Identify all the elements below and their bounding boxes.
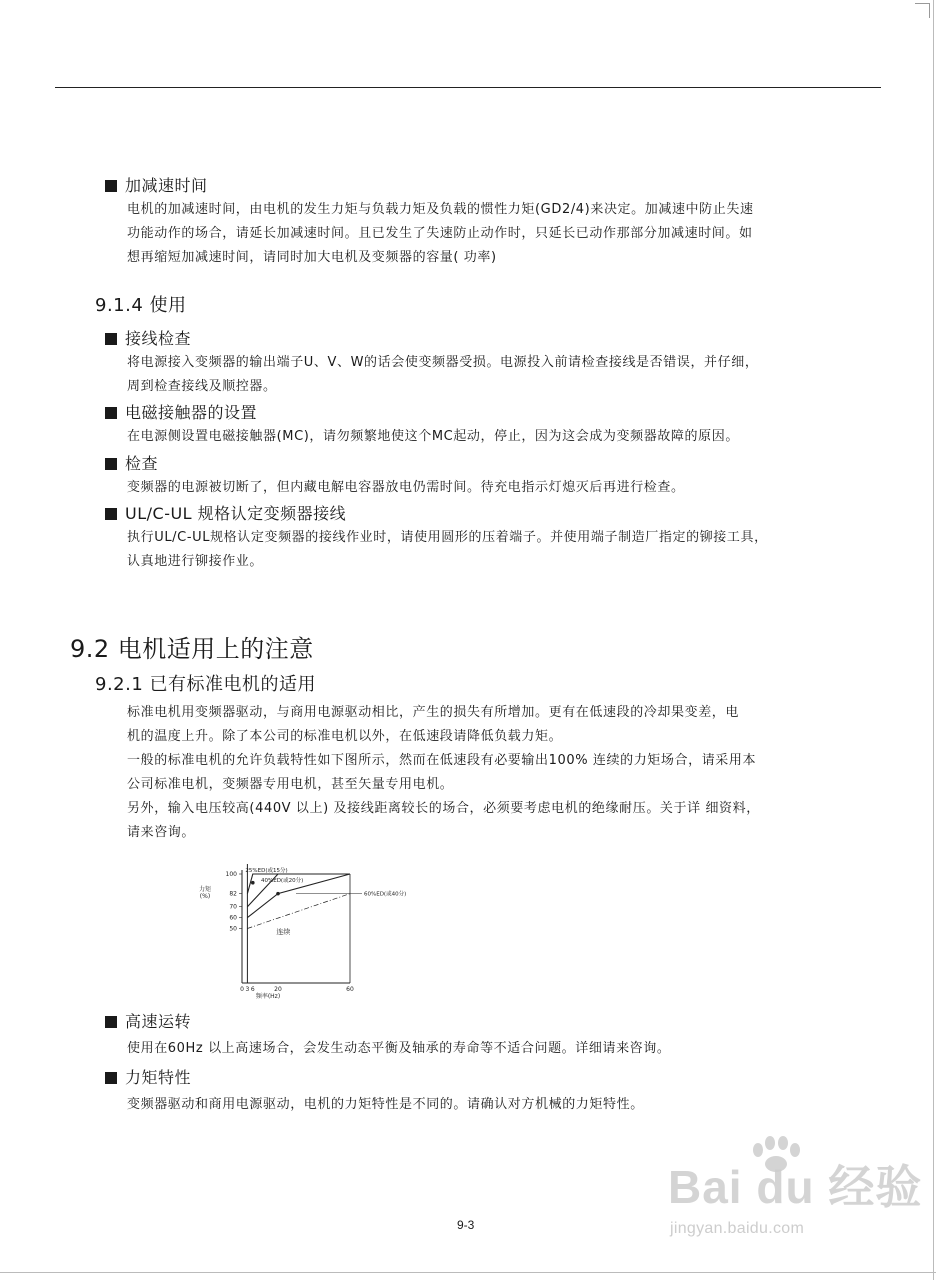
torque-characteristic-chart [190,860,430,1010]
footer-edge-rule [0,1272,936,1273]
section-heading-ul-wiring: UL/C-UL 规格认定变频器接线 [105,504,346,524]
baidu-jingyan-watermark [668,1136,923,1246]
text-line: 一般的标准电机的允许负载特性如下图所示，然而在低速段有必要输出100% 连续的力矩场合，请采用本 [127,753,757,768]
text-line: 执行UL/C-UL规格认定变频器的接线作业时，请使用圆形的压着端子。并使用端子制造厂指定的铆接工具， [127,530,768,545]
continuous-annotation: 连续 [276,927,291,936]
text-line: 认真地进行铆接作业。 [127,554,264,569]
text-line: 变频器驱动和商用电源驱动，电机的力矩特性是不同的。请确认对方机械的力矩特性。 [127,1097,644,1112]
y-axis-unit-label: (%) [199,893,211,900]
y-axis-label: 力矩 [198,886,212,893]
inspection-paragraph [127,476,685,500]
high-speed-paragraph [127,1037,670,1061]
series-label: 40%ED(或20分) [261,878,304,884]
square-bullet-icon [105,407,117,419]
x-tick-label: 0 [240,986,244,993]
subsection-title-usage: 9.1.4 使用 [95,295,187,316]
watermark-logo-text: Bai du 经验 [668,1161,923,1213]
section-heading-accel-decel: 加减速时间 [105,176,208,196]
square-bullet-icon [105,180,117,192]
series-label: 60%ED(或40分) [364,891,407,898]
y-tick-label: 60 [229,914,237,922]
square-bullet-icon [105,508,117,520]
y-tick-label: 82 [229,890,237,898]
square-bullet-icon [105,333,117,345]
data-point-marker [251,881,255,885]
text-line: 功能动作的场合，请延长加减速时间。且已发生了失速防止动作时，只延长已动作那部分加减速时间。如 [127,226,753,241]
data-point-marker [276,892,280,896]
text-line: 电机的加减速时间，由电机的发生力矩与负载力矩及负载的惯性力矩(GD2/4)来决定。加减速中防止失速 [127,202,754,217]
accel-decel-paragraph [127,198,754,270]
section-heading-wiring-check: 接线检查 [105,329,191,349]
y-tick-label: 50 [229,925,237,933]
section-heading-inspection: 检查 [105,454,158,474]
text-line: 机的温度上升。除了本公司的标准电机以外，在低速段请降低负载力矩。 [127,729,563,744]
x-tick-label: 60 [346,986,354,993]
contactor-paragraph [127,425,739,449]
standard-motor-paragraph [127,701,760,845]
text-line: 将电源接入变频器的输出端子U、V、W的话会使变频器受损。电源投入前请检查接线是否错误，并仔细， [127,355,759,370]
header-rule [55,87,881,88]
section-title-motor-notes: 9.2 电机适用上的注意 [70,635,314,663]
x-tick-label: 3 [245,986,250,993]
page-edge-rule [933,0,934,1280]
square-bullet-icon [105,458,117,470]
text-line: 使用在60Hz 以上高速场合，会发生动态平衡及轴承的寿命等不适合问题。详细请来咨询。 [127,1041,671,1056]
square-bullet-icon [105,1072,117,1084]
x-tick-label: 20 [274,986,282,993]
section-heading-contactor: 电磁接触器的设置 [105,403,257,423]
text-line: 请来咨询。 [127,825,196,840]
text-line: 周到检查接线及顺控器。 [127,379,277,394]
y-tick-label: 100 [225,871,237,878]
text-line: 想再缩短加减速时间，请同时加大电机及变频器的容量( 功率) [127,250,497,265]
x-tick-label: 6 [250,986,255,993]
square-bullet-icon [105,1016,117,1028]
series-line [247,894,350,929]
text-line: 变频器的电源被切断了，但内藏电解电容器放电仍需时间。待充电指示灯熄灭后再进行检查。 [127,480,685,495]
section-heading-torque-characteristic: 力矩特性 [105,1068,191,1088]
watermark-url: jingyan.baidu.com [670,1220,805,1237]
subsection-title-standard-motor: 9.2.1 已有标准电机的适用 [95,674,317,695]
text-line: 标准电机用变频器驱动，与商用电源驱动相比，产生的损失有所增加。更有在低速段的冷却果变差，电 [127,705,740,720]
ul-wiring-paragraph [127,526,768,574]
section-heading-high-speed: 高速运转 [105,1012,191,1032]
x-axis-label: 频率(Hz) [255,993,281,1000]
text-line: 公司标准电机，变频器专用电机，甚至矢量专用电机。 [127,777,454,792]
text-line: 另外，输入电压较高(440V 以上) 及接线距离较长的场合，必须要考虑电机的绝缘耐压。关于详 细资料， [127,801,760,816]
y-tick-label: 70 [229,903,237,911]
torque-characteristic-paragraph [127,1093,644,1117]
text-line: 在电源侧设置电磁接触器(MC)，请勿频繁地使这个MC起动，停止，因为这会成为变频器故障的原因。 [127,429,739,444]
series-label: 25%ED(或15分) [245,868,288,874]
page-number: 9-3 [457,1218,475,1232]
corner-crop-mark [915,3,930,18]
wiring-check-paragraph [127,351,758,399]
